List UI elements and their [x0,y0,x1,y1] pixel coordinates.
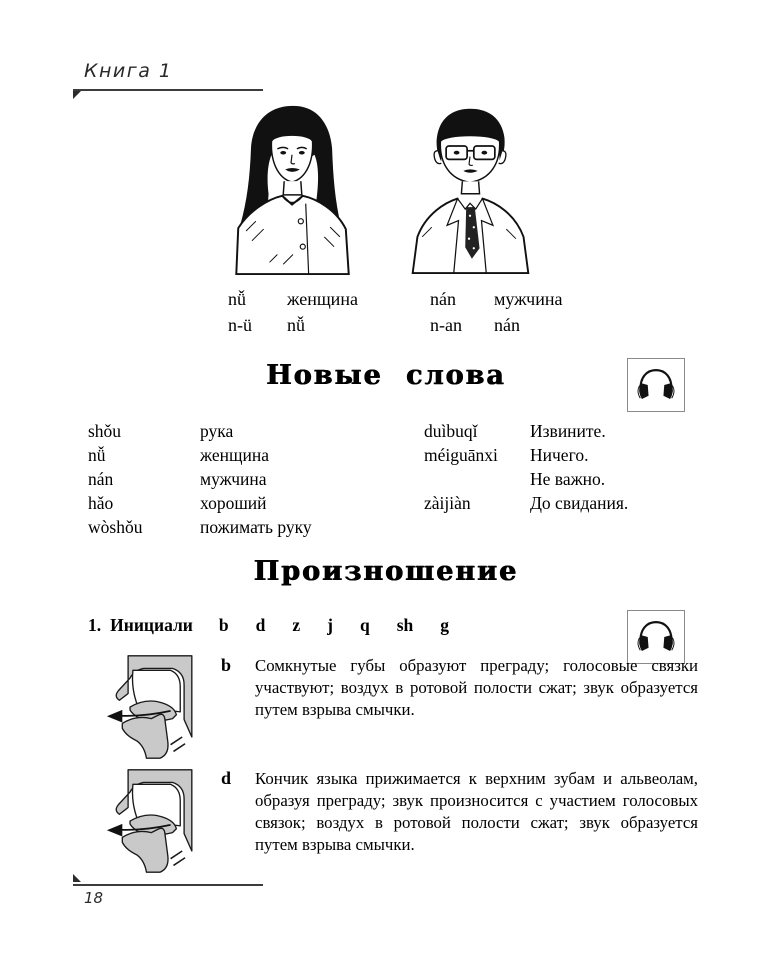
footer-rule-corner [73,874,81,882]
woman-split: n-ü [228,315,252,335]
vocab-pinyin: nán [88,469,114,489]
pronunciation-letter-b: b [221,655,232,675]
vocab-list-left [88,419,312,539]
vocab-list-right [424,419,628,515]
initial-letter: j [327,615,333,635]
man-portrait-illustration [392,103,548,275]
man-pinyin: nán [430,289,456,309]
vocab-pinyin [424,467,530,491]
vocab-translation: Ничего. [530,445,589,465]
audio-icon-box-new-words [627,358,685,412]
woman-portrait-illustration [212,100,374,276]
headphones-icon [634,366,678,404]
pronunciation-text-b: Сомкнутые губы образуют преграду; голосовые связки участвуют; воздух в ротовой полости сжат; звук образуется путем взрыва смычки. [255,656,698,719]
vocab-row [88,491,312,515]
header-rule-corner [73,91,81,99]
vocab-pinyin: zàijiàn [424,493,471,513]
page-number: 18 [84,889,104,907]
caption-row-splits [228,312,614,338]
woman-word: женщина [287,289,358,309]
vocab-translation: Не важно. [530,469,606,489]
vocab-row [424,419,628,443]
vocab-row [88,419,312,443]
man-split: n-an [430,315,462,335]
vocab-row [424,467,628,491]
man-word: мужчина [494,289,563,309]
mouth-diagram-b [103,652,215,764]
vocab-translation: рука [200,421,234,441]
initials-letters [219,615,476,636]
initials-line [88,615,476,636]
vocab-row [424,443,628,467]
header-rule [73,89,263,91]
vocab-translation: хороший [200,493,267,513]
vocab-translation: женщина [200,445,269,465]
section-heading-new-words: Новые слова [266,360,506,391]
vocab-row [88,515,312,539]
vocab-pinyin: shǒu [88,421,122,441]
vocab-translation: Извините. [530,421,606,441]
vocab-translation: мужчина [200,469,267,489]
vocab-translation: пожимать руку [200,517,312,537]
initial-letter: sh [396,615,414,635]
vocab-translation: До свидания. [530,493,629,513]
portrait-captions [228,286,614,338]
vocab-row [88,467,312,491]
woman-pinyin: nǚ [228,289,246,309]
vocab-pinyin: wòshǒu [88,517,143,537]
pronunciation-letter-d: d [221,768,232,788]
vocab-pinyin: méiguānxi [424,445,498,465]
mouth-diagram-d [103,766,215,878]
initial-letter: z [292,615,301,635]
vocab-row [88,443,312,467]
section-heading-pronunciation: Произношение [253,556,519,587]
vocab-pinyin: hǎo [88,493,114,513]
vocab-pinyin: duìbuqǐ [424,421,478,441]
initials-title: Инициали [110,615,193,635]
pronunciation-text-d: Кончик языка прижимается к верхним зубам и альвеолам, образуя преграду; звук произносится с участием голосовых связок; воздух в ротовой полости сжат; звук образуется путем взрыва смычки. [255,769,698,854]
vocab-row [424,491,628,515]
initials-number: 1. [88,615,102,635]
book-title: Книга 1 [84,60,173,82]
initial-letter: d [255,615,266,635]
initial-letter: b [218,615,229,635]
man-split-result: nán [494,315,520,335]
initial-letter: q [359,615,370,635]
vocab-pinyin: nǚ [88,445,106,465]
woman-split-result: nǚ [287,315,305,335]
footer-rule [73,884,263,886]
caption-row-words [228,286,614,312]
initial-letter: g [440,615,449,635]
headphones-icon [634,618,678,656]
